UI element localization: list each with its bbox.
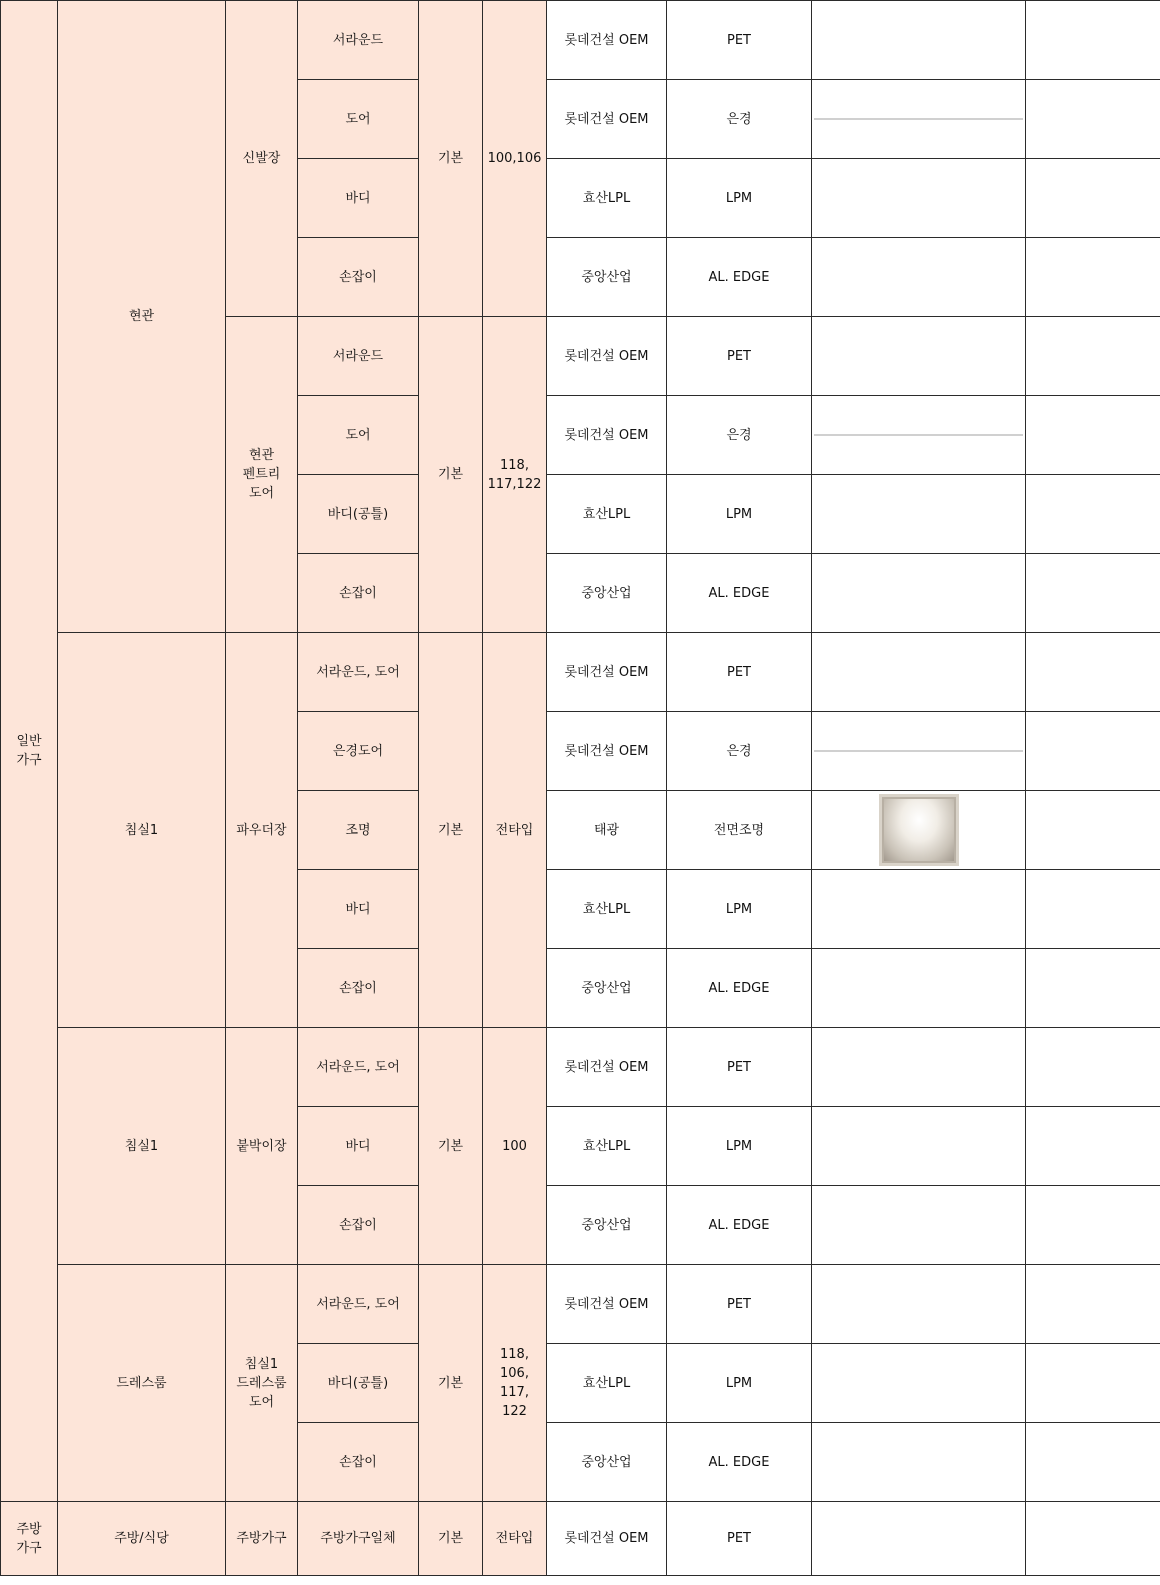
maker-cell xyxy=(547,633,667,712)
unit-label: 전타입 xyxy=(495,1531,534,1546)
swatch-cell xyxy=(812,1,1026,80)
part-cell xyxy=(298,1107,419,1186)
item-label: 주방가구 xyxy=(236,1531,287,1546)
maker-cell xyxy=(547,475,667,554)
unit-label-line: 106, xyxy=(500,1366,529,1381)
maker-cell xyxy=(547,1186,667,1265)
material-cell xyxy=(667,396,812,475)
remarks-cell xyxy=(1026,554,1160,633)
material-cell xyxy=(667,712,812,791)
group-cell xyxy=(1,1,58,1502)
material-cell xyxy=(667,80,812,159)
unit-cell xyxy=(483,1,547,317)
type-cell xyxy=(419,1502,483,1576)
swatch-cell xyxy=(812,870,1026,949)
part-cell xyxy=(298,1502,419,1576)
type-cell xyxy=(419,317,483,633)
material-cell xyxy=(667,1502,812,1576)
material-label: 은경 xyxy=(726,743,752,759)
material-label: AL. EDGE xyxy=(708,1454,770,1470)
maker-cell xyxy=(547,1423,667,1502)
maker-cell xyxy=(547,949,667,1028)
part-label: 조명 xyxy=(345,822,371,838)
part-cell xyxy=(298,1186,419,1265)
swatch-cell xyxy=(812,712,1026,791)
maker-label: 롯데건설 OEM xyxy=(564,1296,649,1312)
material-label: AL. EDGE xyxy=(708,269,770,285)
swatch-cell xyxy=(812,1502,1026,1576)
mirror-swatch-image xyxy=(814,750,1023,752)
part-label: 손잡이 xyxy=(339,585,377,601)
swatch-cell xyxy=(812,1344,1026,1423)
swatch-cell xyxy=(812,791,1026,870)
swatch-cell xyxy=(812,80,1026,159)
swatch-cell xyxy=(812,238,1026,317)
material-cell xyxy=(667,475,812,554)
item-cell xyxy=(226,633,298,1028)
material-label: LPM xyxy=(725,506,753,522)
unit-label-line: 117,122 xyxy=(487,476,542,492)
table-row xyxy=(1,1502,1160,1576)
remarks-cell xyxy=(1026,317,1160,396)
maker-label: 중앙산업 xyxy=(581,980,632,996)
material-label: 전면조명 xyxy=(713,822,765,838)
part-cell xyxy=(298,554,419,633)
material-cell xyxy=(667,949,812,1028)
part-label: 바디 xyxy=(345,901,371,917)
maker-label: 태광 xyxy=(593,822,620,838)
type-cell xyxy=(419,1028,483,1265)
maker-label: 롯데건설 OEM xyxy=(564,664,649,680)
part-label: 손잡이 xyxy=(339,980,377,996)
part-cell xyxy=(298,80,419,159)
type-cell xyxy=(419,1265,483,1502)
remarks-cell xyxy=(1026,1423,1160,1502)
table-row xyxy=(1,1265,1160,1344)
part-cell xyxy=(298,396,419,475)
material-label: LPM xyxy=(725,190,753,206)
part-label: 은경도어 xyxy=(332,743,384,759)
table-row xyxy=(1,633,1160,712)
space-cell xyxy=(58,1502,226,1576)
material-label: PET xyxy=(727,1531,751,1546)
maker-label: 효산LPL xyxy=(582,901,631,917)
part-cell xyxy=(298,238,419,317)
item-label-line: 현관 xyxy=(248,448,275,463)
maker-label: 롯데건설 OEM xyxy=(564,111,649,127)
item-cell xyxy=(226,1265,298,1502)
maker-label: 효산LPL xyxy=(582,190,631,206)
remarks-cell xyxy=(1026,949,1160,1028)
material-label: PET xyxy=(727,1059,751,1075)
maker-label: 롯데건설 OEM xyxy=(564,32,649,48)
maker-cell xyxy=(547,1344,667,1423)
unit-label-line: 117, xyxy=(500,1385,529,1400)
maker-label: 중앙산업 xyxy=(581,1217,632,1233)
part-cell xyxy=(298,791,419,870)
space-label: 현관 xyxy=(128,309,155,324)
part-label: 서라운드 xyxy=(332,348,384,364)
material-label: 은경 xyxy=(726,111,752,127)
item-cell xyxy=(226,1028,298,1265)
part-label: 손잡이 xyxy=(339,1454,377,1470)
part-cell xyxy=(298,712,419,791)
material-label: LPM xyxy=(725,1375,753,1391)
remarks-cell xyxy=(1026,870,1160,949)
material-cell xyxy=(667,317,812,396)
part-label: 손잡이 xyxy=(339,1217,377,1233)
item-label-line: 침실1 xyxy=(244,1356,279,1372)
maker-cell xyxy=(547,80,667,159)
maker-cell xyxy=(547,870,667,949)
space-cell xyxy=(58,633,226,1028)
group-cell xyxy=(1,1502,58,1576)
item-label: 파우더장 xyxy=(236,822,287,838)
maker-label: 롯데건설 OEM xyxy=(564,1531,649,1546)
group-label-line: 주방 xyxy=(16,1521,42,1537)
part-label: 바디(공틀) xyxy=(327,506,389,522)
material-cell xyxy=(667,1344,812,1423)
space-cell xyxy=(58,1028,226,1265)
swatch-cell xyxy=(812,317,1026,396)
remarks-cell xyxy=(1026,1344,1160,1423)
table-row xyxy=(1,1028,1160,1107)
material-cell xyxy=(667,554,812,633)
part-label: 주방가구일체 xyxy=(320,1531,396,1546)
item-label-line: 도어 xyxy=(248,1394,275,1410)
light-swatch-image xyxy=(879,794,959,866)
unit-cell xyxy=(483,317,547,633)
part-cell xyxy=(298,1265,419,1344)
item-label-line: 도어 xyxy=(248,486,275,501)
part-label: 바디(공틀) xyxy=(327,1375,389,1391)
maker-cell xyxy=(547,554,667,633)
unit-label: 100 xyxy=(502,1138,527,1154)
material-label: AL. EDGE xyxy=(708,980,770,996)
swatch-cell xyxy=(812,475,1026,554)
part-cell xyxy=(298,1423,419,1502)
material-cell xyxy=(667,1265,812,1344)
material-label: PET xyxy=(727,664,751,680)
part-label: 서라운드, 도어 xyxy=(316,1296,400,1312)
type-label: 기본 xyxy=(437,151,464,166)
space-label: 드레스룸 xyxy=(116,1375,167,1391)
table-row xyxy=(1,1,1160,80)
unit-cell xyxy=(483,633,547,1028)
remarks-cell xyxy=(1026,791,1160,870)
type-label: 기본 xyxy=(437,1138,464,1154)
unit-label: 전타입 xyxy=(495,822,534,838)
swatch-cell xyxy=(812,1186,1026,1265)
maker-cell xyxy=(547,396,667,475)
remarks-cell xyxy=(1026,1265,1160,1344)
part-cell xyxy=(298,870,419,949)
material-cell xyxy=(667,1107,812,1186)
part-label: 서라운드, 도어 xyxy=(316,1059,400,1075)
part-cell xyxy=(298,949,419,1028)
part-cell xyxy=(298,159,419,238)
swatch-cell xyxy=(812,633,1026,712)
part-label: 도어 xyxy=(345,111,371,127)
maker-label: 롯데건설 OEM xyxy=(564,348,649,364)
material-label: PET xyxy=(727,1296,751,1312)
maker-cell xyxy=(547,159,667,238)
unit-cell xyxy=(483,1502,547,1576)
maker-label: 롯데건설 OEM xyxy=(564,427,649,443)
swatch-cell xyxy=(812,1028,1026,1107)
maker-cell xyxy=(547,238,667,317)
swatch-cell xyxy=(812,554,1026,633)
maker-label: 롯데건설 OEM xyxy=(564,1059,649,1075)
swatch-cell xyxy=(812,159,1026,238)
material-cell xyxy=(667,1423,812,1502)
space-label: 침실1 xyxy=(124,1138,159,1154)
maker-label: 롯데건설 OEM xyxy=(564,743,649,759)
swatch-cell xyxy=(812,1107,1026,1186)
item-cell xyxy=(226,1,298,317)
swatch-cell xyxy=(812,1265,1026,1344)
space-cell xyxy=(58,1,226,633)
unit-label-line: 118, xyxy=(500,457,529,473)
material-label: LPM xyxy=(725,901,753,917)
space-label: 주방/식당 xyxy=(114,1531,169,1546)
swatch-cell xyxy=(812,1423,1026,1502)
maker-label: 중앙산업 xyxy=(581,1454,632,1470)
remarks-cell xyxy=(1026,159,1160,238)
item-label: 붙박이장 xyxy=(236,1138,287,1154)
remarks-cell xyxy=(1026,633,1160,712)
part-cell xyxy=(298,317,419,396)
maker-cell xyxy=(547,791,667,870)
remarks-cell xyxy=(1026,475,1160,554)
part-label: 바디 xyxy=(345,1138,371,1154)
maker-cell xyxy=(547,317,667,396)
unit-cell xyxy=(483,1028,547,1265)
remarks-cell xyxy=(1026,1186,1160,1265)
maker-cell xyxy=(547,1,667,80)
part-cell xyxy=(298,475,419,554)
part-label: 서라운드 xyxy=(332,32,384,48)
group-label-line: 가구 xyxy=(16,753,42,768)
mirror-swatch-image xyxy=(814,118,1023,120)
material-label: 은경 xyxy=(726,427,752,443)
item-label-line: 드레스룸 xyxy=(236,1375,287,1391)
unit-label-line: 122 xyxy=(502,1404,527,1419)
group-label-line: 일반 xyxy=(16,734,42,749)
type-label: 기본 xyxy=(437,1375,464,1391)
remarks-cell xyxy=(1026,1502,1160,1576)
item-label-line: 펜트리 xyxy=(242,467,281,482)
type-cell xyxy=(419,1,483,317)
part-label: 서라운드, 도어 xyxy=(316,664,400,680)
unit-cell xyxy=(483,1265,547,1502)
unit-label: 100,106 xyxy=(487,151,542,166)
material-cell xyxy=(667,1186,812,1265)
remarks-cell xyxy=(1026,80,1160,159)
type-label: 기본 xyxy=(437,1531,464,1546)
swatch-cell xyxy=(812,949,1026,1028)
group-label-line: 가구 xyxy=(16,1540,42,1556)
part-cell xyxy=(298,1344,419,1423)
maker-cell xyxy=(547,1107,667,1186)
material-label: AL. EDGE xyxy=(708,1217,770,1233)
maker-label: 중앙산업 xyxy=(581,585,632,601)
part-cell xyxy=(298,633,419,712)
remarks-cell xyxy=(1026,1,1160,80)
space-label: 침실1 xyxy=(124,822,159,838)
maker-cell xyxy=(547,1028,667,1107)
material-cell xyxy=(667,1028,812,1107)
maker-label: 효산LPL xyxy=(582,506,631,522)
material-label: PET xyxy=(727,348,751,364)
remarks-cell xyxy=(1026,712,1160,791)
swatch-cell xyxy=(812,396,1026,475)
item-label: 신발장 xyxy=(242,151,281,166)
maker-label: 효산LPL xyxy=(582,1375,631,1391)
maker-label: 중앙산업 xyxy=(581,269,632,285)
item-cell xyxy=(226,1502,298,1576)
material-cell xyxy=(667,1,812,80)
item-cell xyxy=(226,317,298,633)
type-label: 기본 xyxy=(437,822,464,838)
material-cell xyxy=(667,633,812,712)
part-label: 손잡이 xyxy=(339,269,377,285)
remarks-cell xyxy=(1026,1028,1160,1107)
material-cell xyxy=(667,791,812,870)
material-cell xyxy=(667,238,812,317)
mirror-swatch-image xyxy=(814,434,1023,436)
type-cell xyxy=(419,633,483,1028)
part-label: 도어 xyxy=(345,427,371,443)
remarks-cell xyxy=(1026,396,1160,475)
maker-label: 효산LPL xyxy=(582,1138,631,1154)
part-label: 바디 xyxy=(345,190,371,206)
remarks-cell xyxy=(1026,1107,1160,1186)
maker-cell xyxy=(547,712,667,791)
space-cell xyxy=(58,1265,226,1502)
material-cell xyxy=(667,870,812,949)
maker-cell xyxy=(547,1265,667,1344)
remarks-cell xyxy=(1026,238,1160,317)
maker-cell xyxy=(547,1502,667,1576)
material-cell xyxy=(667,159,812,238)
material-label: PET xyxy=(727,32,751,48)
material-label: AL. EDGE xyxy=(708,585,770,601)
part-cell xyxy=(298,1,419,80)
table-body xyxy=(1,1,1160,1576)
material-label: LPM xyxy=(725,1138,753,1154)
part-cell xyxy=(298,1028,419,1107)
unit-label-line: 118, xyxy=(500,1347,529,1362)
type-label: 기본 xyxy=(437,467,464,482)
